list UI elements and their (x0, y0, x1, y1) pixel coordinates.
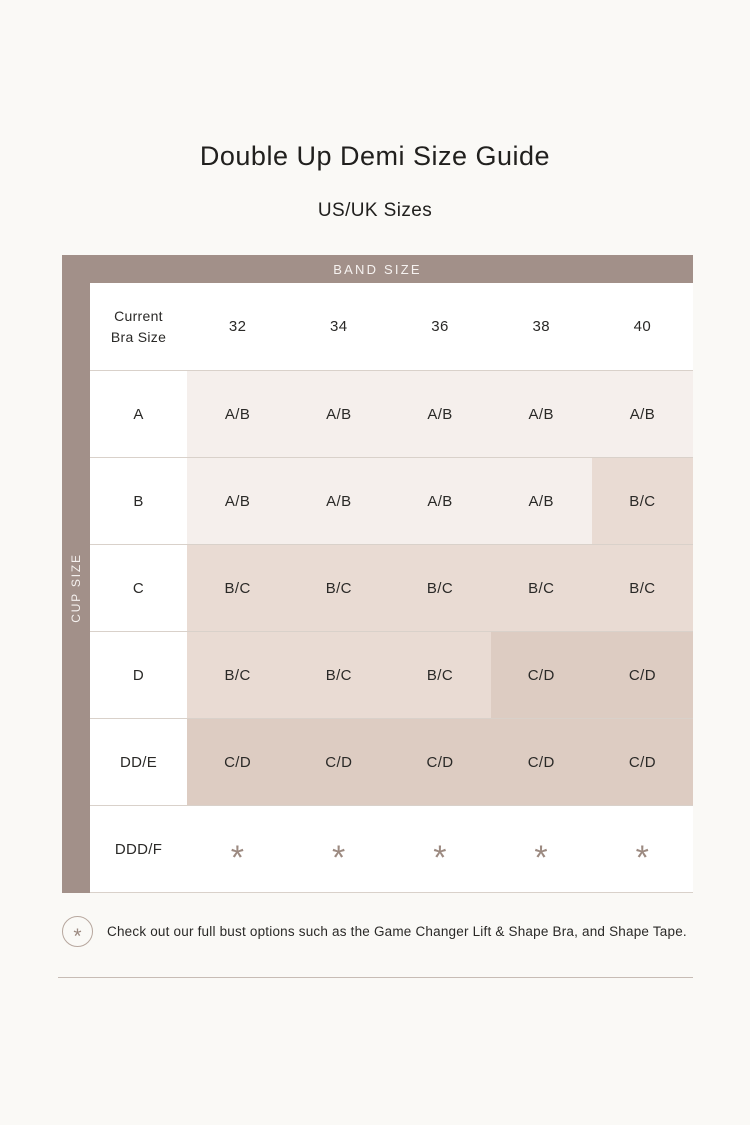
size-cell (491, 458, 592, 544)
size-cell (389, 632, 490, 718)
size-cell (491, 806, 592, 892)
size-cell (288, 545, 389, 631)
band-size-axis-header (62, 255, 693, 283)
size-guide-table (62, 255, 693, 893)
size-grid (90, 283, 693, 893)
footnote (62, 916, 722, 947)
table-row (90, 371, 693, 458)
size-cell (389, 719, 490, 805)
table-row (90, 545, 693, 632)
size-cell (187, 632, 288, 718)
size-cell (389, 458, 490, 544)
cup-size-label: A (90, 371, 187, 457)
cell-value: A/B (427, 492, 453, 510)
corner-label-line: Bra Size (110, 328, 167, 345)
size-cell (288, 806, 389, 892)
band-size-value: 32 (228, 318, 247, 335)
cell-value: B/C (426, 666, 454, 684)
bottom-divider (58, 977, 693, 978)
size-cell (288, 371, 389, 457)
size-cell (592, 545, 693, 631)
size-cell (491, 545, 592, 631)
cup-size-axis-label: CUP SIZE (69, 553, 83, 623)
asterisk-glyph: * (73, 924, 82, 948)
cell-value: A/B (326, 492, 352, 510)
cell-value: A/B (528, 492, 554, 510)
star-icon: * (534, 838, 549, 877)
size-cell (592, 632, 693, 718)
band-size-value: 38 (532, 318, 550, 335)
cell-value: C/D (224, 753, 252, 771)
band-size-header-row (90, 283, 693, 371)
size-cell (389, 806, 490, 892)
cell-value: B/C (224, 666, 251, 684)
band-size-value: 34 (330, 318, 348, 335)
size-cell (592, 806, 693, 892)
cell-value: C/D (325, 753, 353, 771)
star-icon: * (230, 838, 245, 877)
size-cell (187, 719, 288, 805)
cell-value: C/D (628, 666, 656, 684)
cell-value: B/C (528, 579, 555, 597)
band-size-axis-label: BAND SIZE (333, 261, 422, 277)
cell-value: B/C (629, 492, 656, 510)
page-subtitle: US/UK Sizes (317, 200, 433, 221)
footnote-text: Check out our full bust options such as the Game Changer Lift & Shape Bra, and Shape Tape. (107, 924, 687, 939)
cell-value: C/D (527, 753, 555, 771)
cell-value: C/D (426, 753, 454, 771)
cell-value: B/C (426, 579, 454, 597)
size-cell (187, 458, 288, 544)
size-cell (288, 458, 389, 544)
cup-size-label: DD/E (90, 719, 187, 805)
size-cell (187, 806, 288, 892)
star-icon: * (331, 838, 346, 877)
cell-value: A/B (326, 405, 352, 423)
size-cell (389, 545, 490, 631)
cell-value: A/B (427, 405, 453, 423)
band-size-value: 40 (633, 318, 652, 335)
cell-value: A/B (224, 405, 251, 423)
table-row (90, 806, 693, 893)
asterisk-icon (62, 916, 93, 947)
band-size-value: 36 (431, 318, 449, 335)
cup-size-label: DDD/F (90, 806, 187, 892)
cup-size-axis-header (62, 283, 90, 893)
table-body (62, 283, 693, 893)
size-cell (187, 371, 288, 457)
size-cell (592, 458, 693, 544)
table-row (90, 719, 693, 806)
table-row (90, 632, 693, 719)
cup-size-label: B (90, 458, 187, 544)
cell-value: A/B (629, 405, 656, 423)
size-cell (592, 371, 693, 457)
cell-value: C/D (628, 753, 656, 771)
cell-value: B/C (325, 579, 352, 597)
cell-value: A/B (224, 492, 251, 510)
size-cell (288, 632, 389, 718)
star-icon: * (433, 838, 447, 877)
size-cell (592, 719, 693, 805)
size-cell (491, 632, 592, 718)
cell-value: B/C (629, 579, 656, 597)
cell-value: B/C (325, 666, 352, 684)
cell-value: A/B (528, 405, 554, 423)
corner-label (90, 283, 187, 370)
size-cell (288, 719, 389, 805)
table-row (90, 458, 693, 545)
page-title: Double Up Demi Size Guide (199, 141, 551, 171)
size-cell (491, 371, 592, 457)
size-cell (389, 371, 490, 457)
cup-size-label: D (90, 632, 187, 718)
size-cell (187, 545, 288, 631)
cell-value: B/C (224, 579, 251, 597)
star-icon: * (635, 838, 650, 877)
corner-label-line: Current (114, 307, 163, 324)
size-cell (491, 719, 592, 805)
cell-value: C/D (527, 666, 555, 684)
cup-size-label: C (90, 545, 187, 631)
